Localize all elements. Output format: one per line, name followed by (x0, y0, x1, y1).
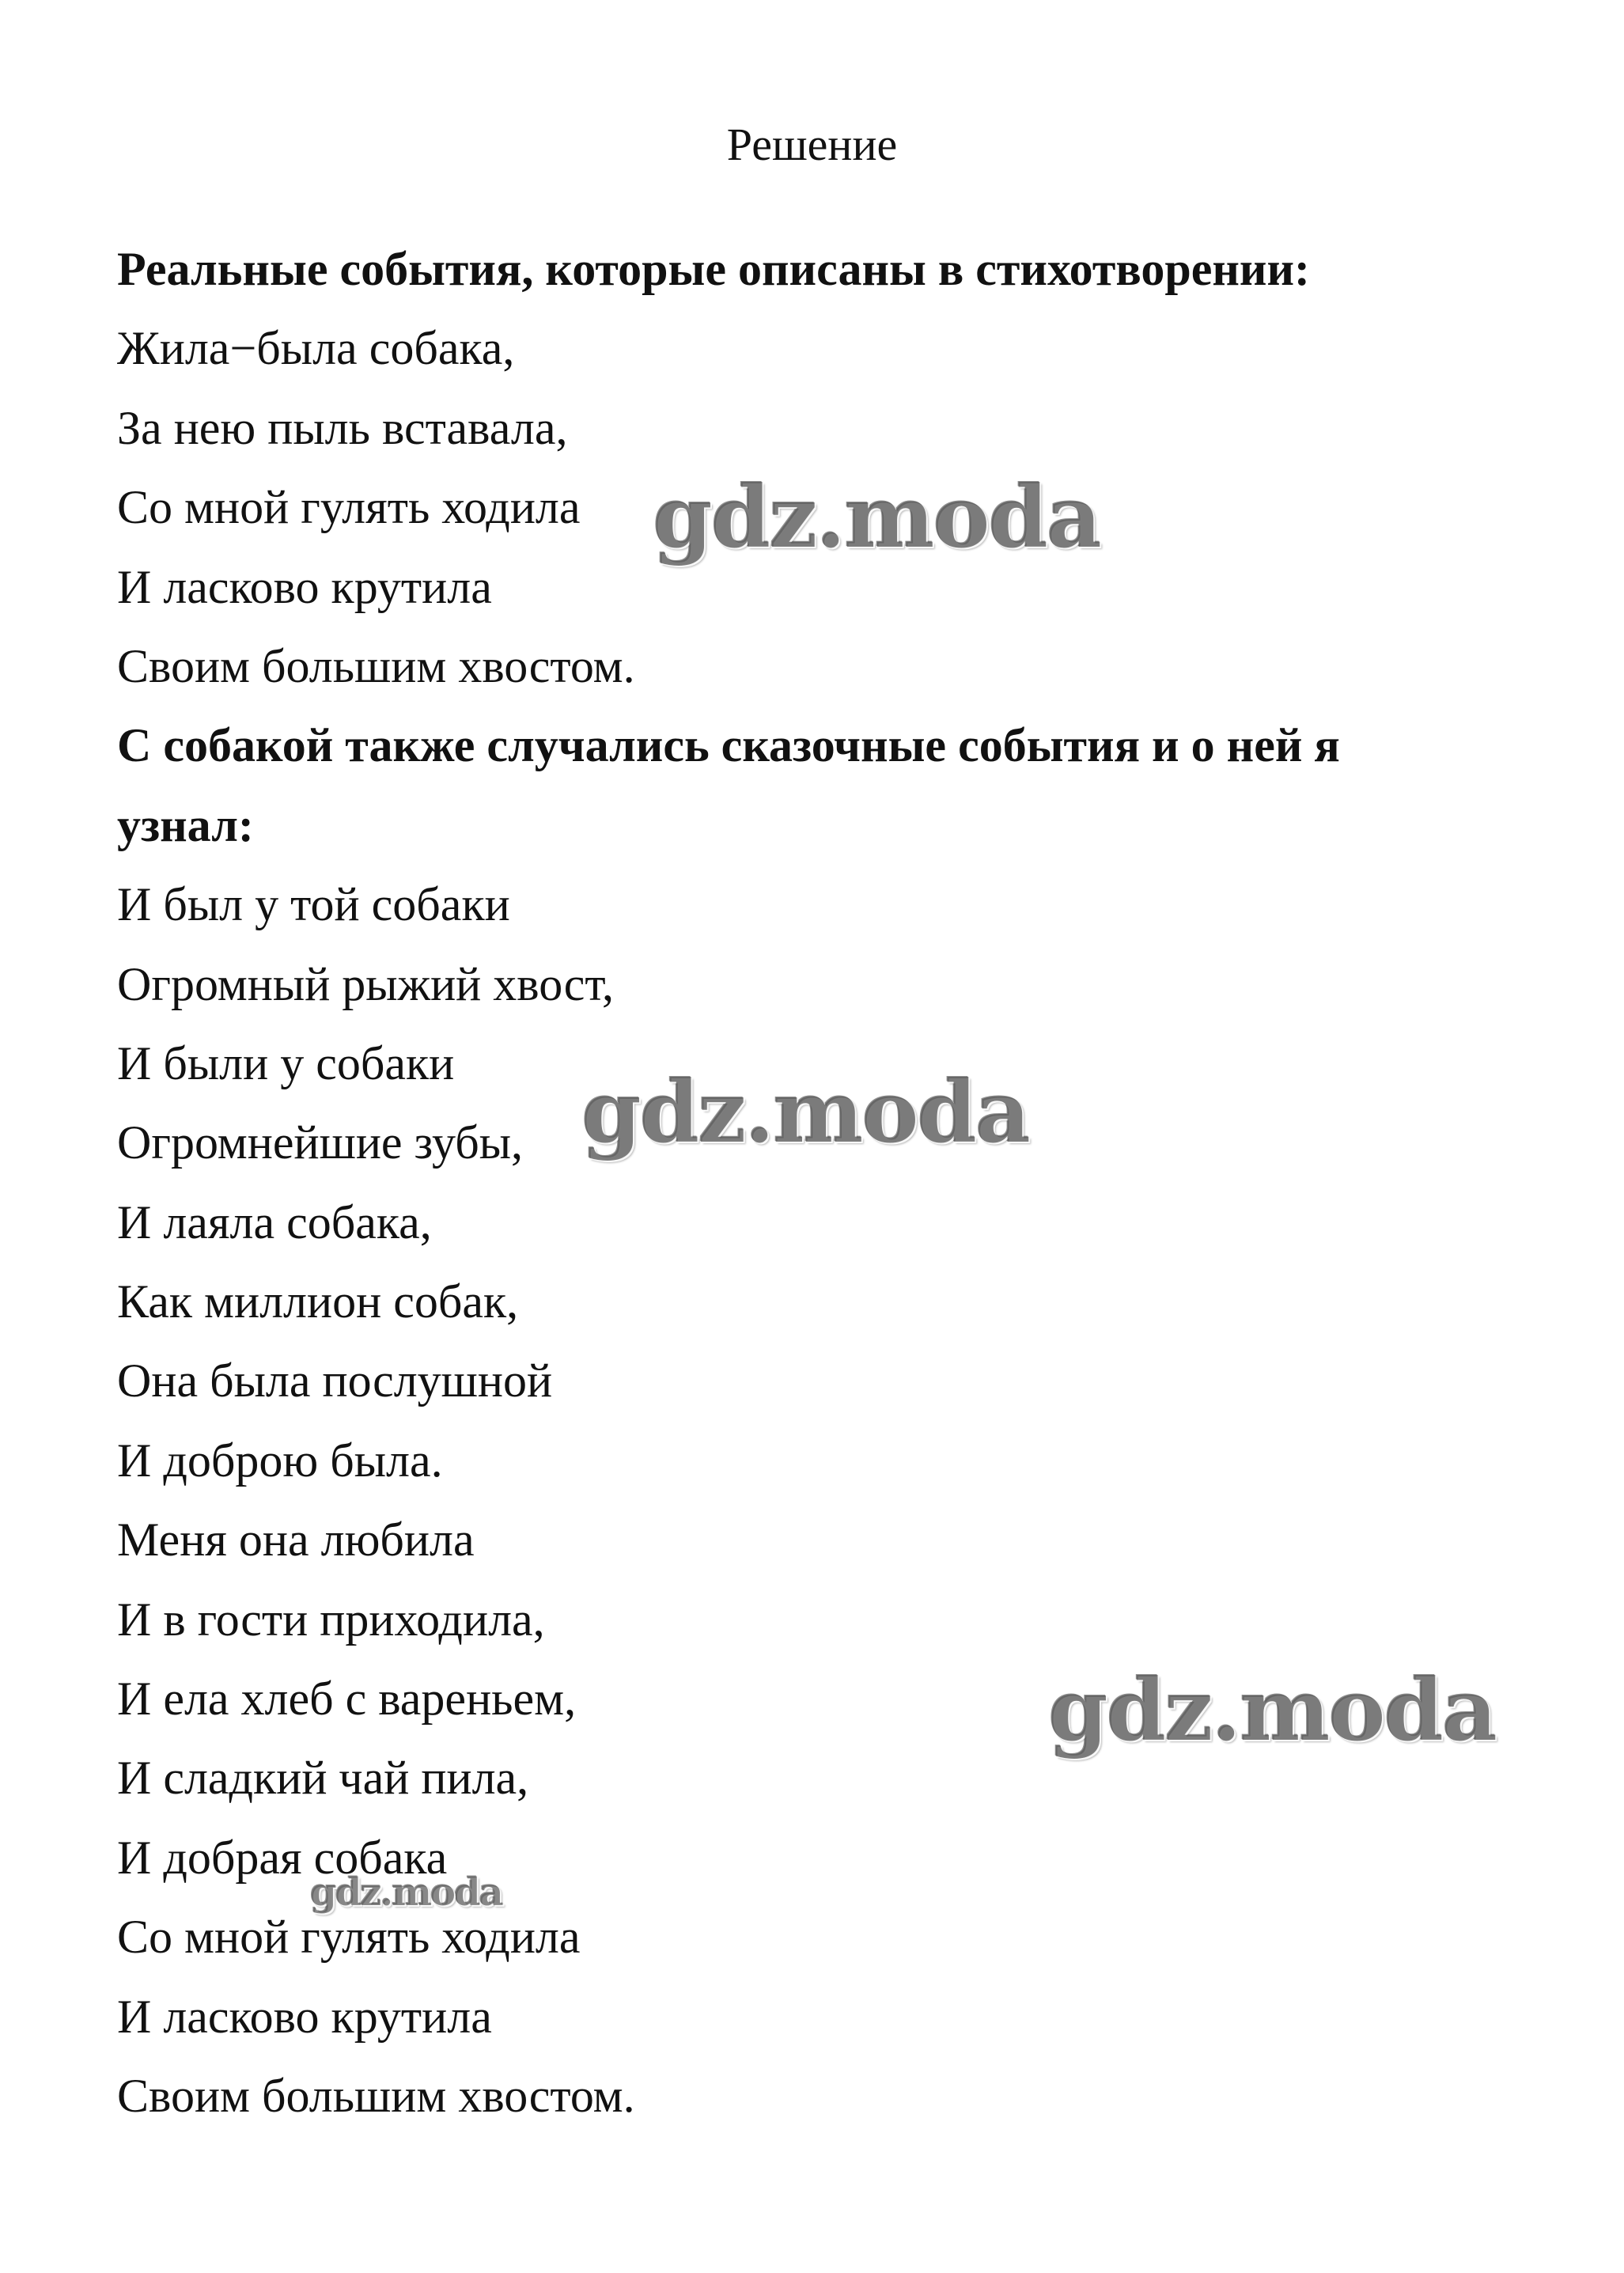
poem-line: И в гости приходила, (117, 1593, 545, 1646)
poem-line: И были у собаки (117, 1036, 455, 1089)
section-heading-fairy-events-continued: узнал: (117, 798, 254, 851)
poem-line: И был у той собаки (117, 878, 510, 931)
section-heading-fairy-events: С собакой также случались сказочные события и о ней я (117, 719, 1340, 772)
poem-line: И доброю была. (117, 1434, 443, 1487)
poem-line: И ласково крутила (117, 1990, 492, 2043)
poem-line: Огромнейшие зубы, (117, 1116, 524, 1169)
poem-line: Она была послушной (117, 1354, 553, 1407)
watermark: gdz.moda (310, 1870, 502, 1915)
poem-line: Со мной гулять ходила (117, 481, 581, 534)
watermark: gdz.moda (581, 1063, 1029, 1162)
poem-line: Со мной гулять ходила (117, 1911, 581, 1964)
poem-line: Огромный рыжий хвост, (117, 957, 615, 1010)
watermark: gdz.moda (1048, 1661, 1496, 1760)
poem-line: За нею пыль вставала, (117, 401, 568, 454)
watermark: gdz.moda (653, 468, 1100, 567)
poem-line: И ела хлеб с вареньем, (117, 1673, 577, 1726)
poem-line: И сладкий чай пила, (117, 1752, 529, 1805)
section-heading-real-events: Реальные события, которые описаны в стихотворении: (117, 243, 1311, 295)
poem-line: Как миллион собак, (117, 1275, 519, 1328)
poem-line: И лаяла собака, (117, 1195, 432, 1248)
poem-line: Меня она любила (117, 1513, 475, 1566)
poem-line: И ласково крутила (117, 560, 492, 613)
poem-line: Своим большим хвостом. (117, 2069, 635, 2122)
poem-line: Жила−была собака, (117, 322, 515, 375)
poem-line: И добрая собака (117, 1831, 448, 1884)
poem-line: Своим большим хвостом. (117, 639, 635, 692)
page-title: Решение (726, 119, 898, 170)
